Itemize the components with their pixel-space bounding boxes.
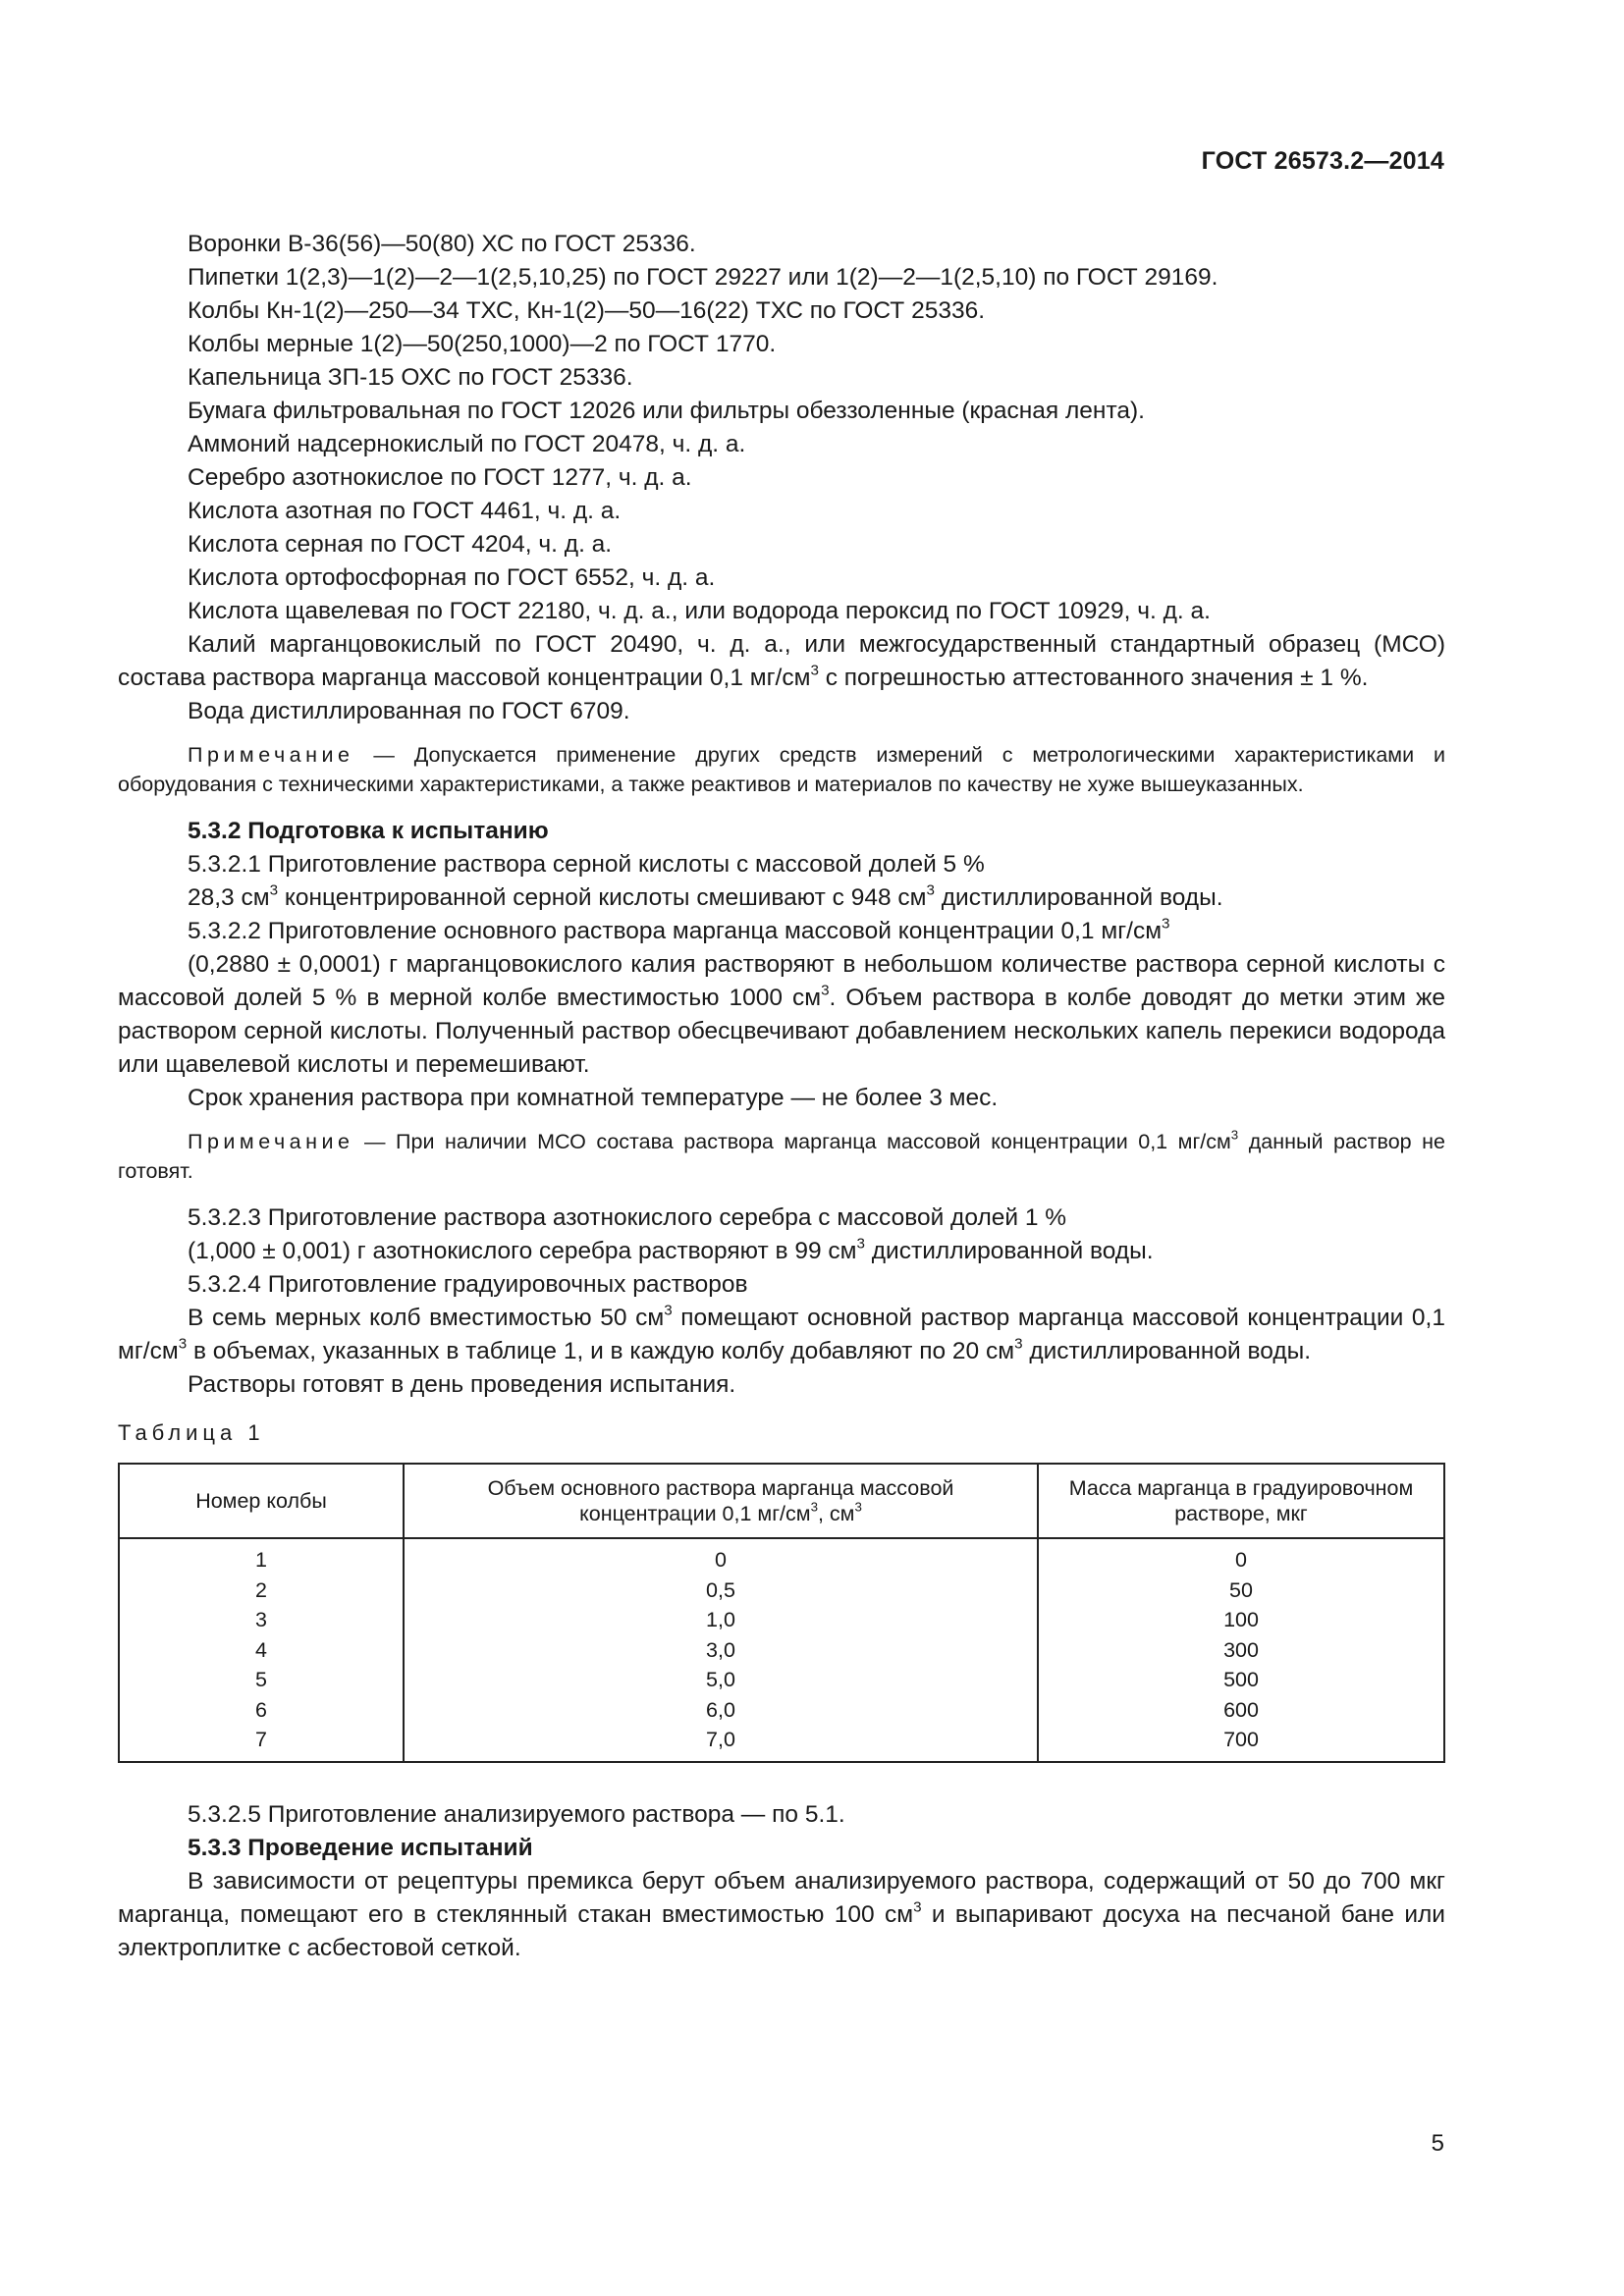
section-5-3-2-3-title: 5.3.2.3 Приготовление раствора азотнокислого серебра с массовой долей 1 % bbox=[188, 1204, 1067, 1231]
list-item: Аммоний надсернокислый по ГОСТ 20478, ч. д. а. bbox=[188, 431, 746, 457]
cell-mass: 700 bbox=[1038, 1725, 1444, 1762]
cell-volume: 5,0 bbox=[404, 1665, 1038, 1695]
cell-flask: 1 bbox=[119, 1538, 404, 1575]
table-row bbox=[119, 1538, 1444, 1575]
section-5-3-2-1-title: 5.3.2.1 Приготовление раствора серной кислоты с массовой долей 5 % bbox=[188, 851, 985, 878]
list-item: Кислота щавелевая по ГОСТ 22180, ч. д. а., или водорода пероксид по ГОСТ 10929, ч. д. а. bbox=[188, 598, 1211, 624]
cell-volume: 3,0 bbox=[404, 1635, 1038, 1666]
list-item: Колбы мерные 1(2)—50(250,1000)—2 по ГОСТ 1770. bbox=[188, 331, 777, 357]
cell-flask: 2 bbox=[119, 1575, 404, 1606]
list-item: Пипетки 1(2,3)—1(2)—2—1(2,5,10,25) по ГОСТ 29227 или 1(2)—2—1(2,5,10) по ГОСТ 29169. bbox=[188, 264, 1218, 291]
cell-volume: 0,5 bbox=[404, 1575, 1038, 1606]
section-5-3-2-4-note: Растворы готовят в день проведения испытания. bbox=[188, 1371, 736, 1398]
cell-volume: 1,0 bbox=[404, 1605, 1038, 1635]
list-item: Серебро азотнокислое по ГОСТ 1277, ч. д. а. bbox=[188, 464, 692, 491]
list-item: Кислота серная по ГОСТ 4204, ч. д. а. bbox=[188, 531, 613, 558]
section-5-3-2-4-title: 5.3.2.4 Приготовление градуировочных растворов bbox=[188, 1271, 748, 1298]
table-caption: Таблица 1 bbox=[118, 1420, 265, 1445]
cell-volume: 6,0 bbox=[404, 1695, 1038, 1726]
section-5-3-2-5: 5.3.2.5 Приготовление анализируемого раствора — по 5.1. bbox=[188, 1800, 845, 1828]
col-header-flask: Номер колбы bbox=[119, 1464, 404, 1538]
equipment-list bbox=[118, 228, 1445, 728]
table-row bbox=[119, 1695, 1444, 1726]
cell-volume: 7,0 bbox=[404, 1725, 1038, 1762]
cell-flask: 3 bbox=[119, 1605, 404, 1635]
col-header-volume: Объем основного раствора марганца массовой концентрации 0,1 $мг/см^3$, $см^3$ bbox=[404, 1464, 1038, 1538]
table-row bbox=[119, 1605, 1444, 1635]
storage-text: Срок хранения раствора при комнатной температуре — не более 3 мес. bbox=[188, 1085, 999, 1111]
cell-volume: 0 bbox=[404, 1538, 1038, 1575]
note-1: Примечание — Допускается применение других средств измерений с метрологическими характеристиками и оборудования с техническими характеристиками, а также реактивов и материалов по качеству не хуже вышеуказанных. bbox=[118, 743, 1445, 796]
table-1 bbox=[118, 1463, 1445, 1763]
section-5-3-2-2-text: (0,2880 ± 0,0001) г марганцовокислого калия растворяют в небольшом количестве раствора серной кислоты с массовой долей 5 % в мерной колбе вместимостью 1000 $см^3$. Объем раствора в колбе доводят до метки этим же раствором серной кислоты. Полученный раствор обесцвечивают добавлением нескольких капель перекиси водорода или щавелевой кислоты и перемешивают. bbox=[118, 951, 1445, 1078]
cell-mass: 100 bbox=[1038, 1605, 1444, 1635]
table-row bbox=[119, 1635, 1444, 1666]
cell-flask: 6 bbox=[119, 1695, 404, 1726]
cell-flask: 4 bbox=[119, 1635, 404, 1666]
section-5-3-2-2-title: 5.3.2.2 Приготовление основного раствора марганца массовой концентрации 0,1 $мг/см^3$ bbox=[188, 915, 1170, 944]
cell-flask: 5 bbox=[119, 1665, 404, 1695]
list-item: Бумага фильтровальная по ГОСТ 12026 или фильтры обеззоленные (красная лента). bbox=[188, 398, 1145, 424]
section-5-3-2-title: 5.3.2 Подготовка к испытанию bbox=[188, 818, 549, 844]
cell-mass: 50 bbox=[1038, 1575, 1444, 1606]
page-number: 5 bbox=[1431, 2130, 1444, 2157]
table-row bbox=[119, 1665, 1444, 1695]
cell-mass: 500 bbox=[1038, 1665, 1444, 1695]
list-item-kmno4: Калий марганцовокислый по ГОСТ 20490, ч. д. а., или межгосударственный стандартный образец (МСО) состава раствора марганца массовой концентрации 0,1 $мг/см^3$ с погрешностью аттестованного значения ± 1 %. bbox=[118, 631, 1445, 691]
list-item: Колбы Кн-1(2)—250—34 ТХС, Кн-1(2)—50—16(22) ТХС по ГОСТ 25336. bbox=[188, 297, 986, 324]
section-5-3-2-3-text: (1,000 ± 0,001) г азотнокислого серебра растворяют в 99 $см^3$ дистиллированной воды. bbox=[188, 1235, 1154, 1264]
cell-mass: 300 bbox=[1038, 1635, 1444, 1666]
document-header: ГОСТ 26573.2—2014 bbox=[1201, 147, 1444, 175]
note-2: Примечание — При наличии МСО состава раствора марганца массовой концентрации 0,1 $мг/см^3$ данный раствор не готовят. bbox=[118, 1127, 1445, 1183]
list-item: Воронки В-36(56)—50(80) ХС по ГОСТ 25336. bbox=[188, 231, 696, 257]
table-row bbox=[119, 1725, 1444, 1762]
section-5-3-3-title: 5.3.3 Проведение испытаний bbox=[188, 1834, 533, 1861]
list-item: Кислота азотная по ГОСТ 4461, ч. д. а. bbox=[188, 498, 622, 524]
table-header-row bbox=[119, 1464, 1444, 1538]
page-content bbox=[118, 228, 1445, 1965]
cell-mass: 600 bbox=[1038, 1695, 1444, 1726]
col-header-mass: Масса марганца в градуировочном растворе, мкг bbox=[1038, 1464, 1444, 1538]
cell-mass: 0 bbox=[1038, 1538, 1444, 1575]
section-5-3-2-4-text: В семь мерных колб вместимостью 50 $см^3$ помещают основной раствор марганца массовой концентрации 0,1 $мг/см^3$ в объемах, указанных в таблице 1, и в каждую колбу добавляют по 20 $см^3$ дистиллированной воды. bbox=[118, 1302, 1445, 1364]
section-5-3-2-1-text: 28,3 $см^3$ концентрированной серной кислоты смешивают с 948 $см^3$ дистиллированной воды. bbox=[188, 881, 1223, 911]
section-5-3-3-text: В зависимости от рецептуры премикса берут объем анализируемого раствора, содержащий от 50 до 700 мкг марганца, помещают его в стеклянный стакан вместимостью 100 $см^3$ и выпаривают досуха на песчаной бане или электроплитке с асбестовой сеткой. bbox=[118, 1867, 1445, 1961]
cell-flask: 7 bbox=[119, 1725, 404, 1762]
list-item: Капельница ЗП-15 ОХС по ГОСТ 25336. bbox=[188, 364, 633, 391]
list-item: Вода дистиллированная по ГОСТ 6709. bbox=[188, 698, 630, 724]
list-item: Кислота ортофосфорная по ГОСТ 6552, ч. д. а. bbox=[188, 564, 716, 591]
table-row bbox=[119, 1575, 1444, 1606]
